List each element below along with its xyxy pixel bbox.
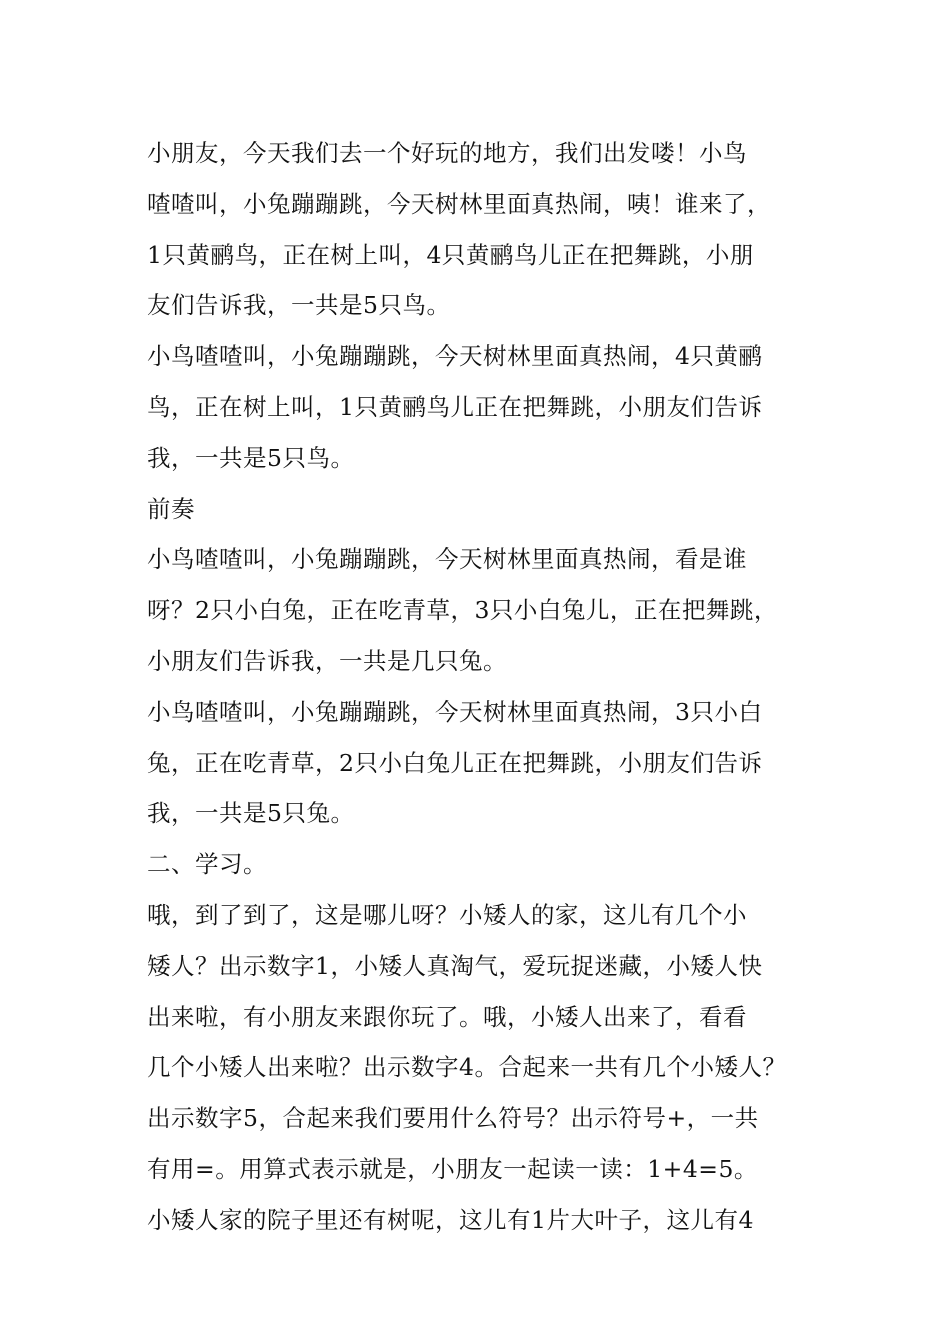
text-line: 小朋友们告诉我，一共是几只兔。 <box>147 646 507 675</box>
text-line: 友们告诉我，一共是5只鸟。 <box>147 291 451 320</box>
text-line: 矮人？出示数字1，小矮人真淘气，爱玩捉迷藏，小矮人快 <box>147 951 763 980</box>
text-line: 喳喳叫，小兔蹦蹦跳，今天树林里面真热闹，咦！谁来了， <box>147 189 771 218</box>
text-line: 鸟，正在树上叫，1只黄鹂鸟儿正在把舞跳，小朋友们告诉 <box>147 392 763 421</box>
text-line: 有用=。用算式表示就是，小朋友一起读一读：1+4=5。 <box>147 1154 758 1183</box>
section-heading: 前奏 <box>147 494 195 523</box>
text-line: 1只黄鹂鸟，正在树上叫，4只黄鹂鸟儿正在把舞跳，小朋 <box>147 240 754 269</box>
text-line: 呀？2只小白兔，正在吃青草，3只小白兔儿，正在把舞跳， <box>147 596 778 625</box>
text-line: 兔，正在吃青草，2只小白兔儿正在把舞跳，小朋友们告诉 <box>147 748 763 777</box>
text-line: 几个小矮人出来啦？出示数字4。合起来一共有几个小矮人？ <box>147 1053 787 1082</box>
text-line: 出示数字5，合起来我们要用什么符号？出示符号+，一共 <box>147 1104 759 1133</box>
text-line: 哦，到了到了，这是哪儿呀？小矮人的家，这儿有几个小 <box>147 900 747 929</box>
text-line: 出来啦，有小朋友来跟你玩了。哦，小矮人出来了，看看 <box>147 1002 747 1031</box>
text-line: 我，一共是5只鸟。 <box>147 443 355 472</box>
text-line: 小鸟喳喳叫，小兔蹦蹦跳，今天树林里面真热闹，4只黄鹂 <box>147 342 763 371</box>
text-line: 小朋友，今天我们去一个好玩的地方，我们出发喽！小鸟 <box>147 139 747 167</box>
document-body <box>147 128 812 1246</box>
text-line: 我，一共是5只兔。 <box>147 799 355 828</box>
text-line: 小鸟喳喳叫，小兔蹦蹦跳，今天树林里面真热闹，3只小白 <box>147 697 763 726</box>
section-heading: 二、学习。 <box>147 850 267 879</box>
text-line: 小矮人家的院子里还有树呢，这儿有1片大叶子，这儿有4 <box>147 1205 754 1234</box>
text-line: 小鸟喳喳叫，小兔蹦蹦跳，今天树林里面真热闹，看是谁 <box>147 545 747 574</box>
